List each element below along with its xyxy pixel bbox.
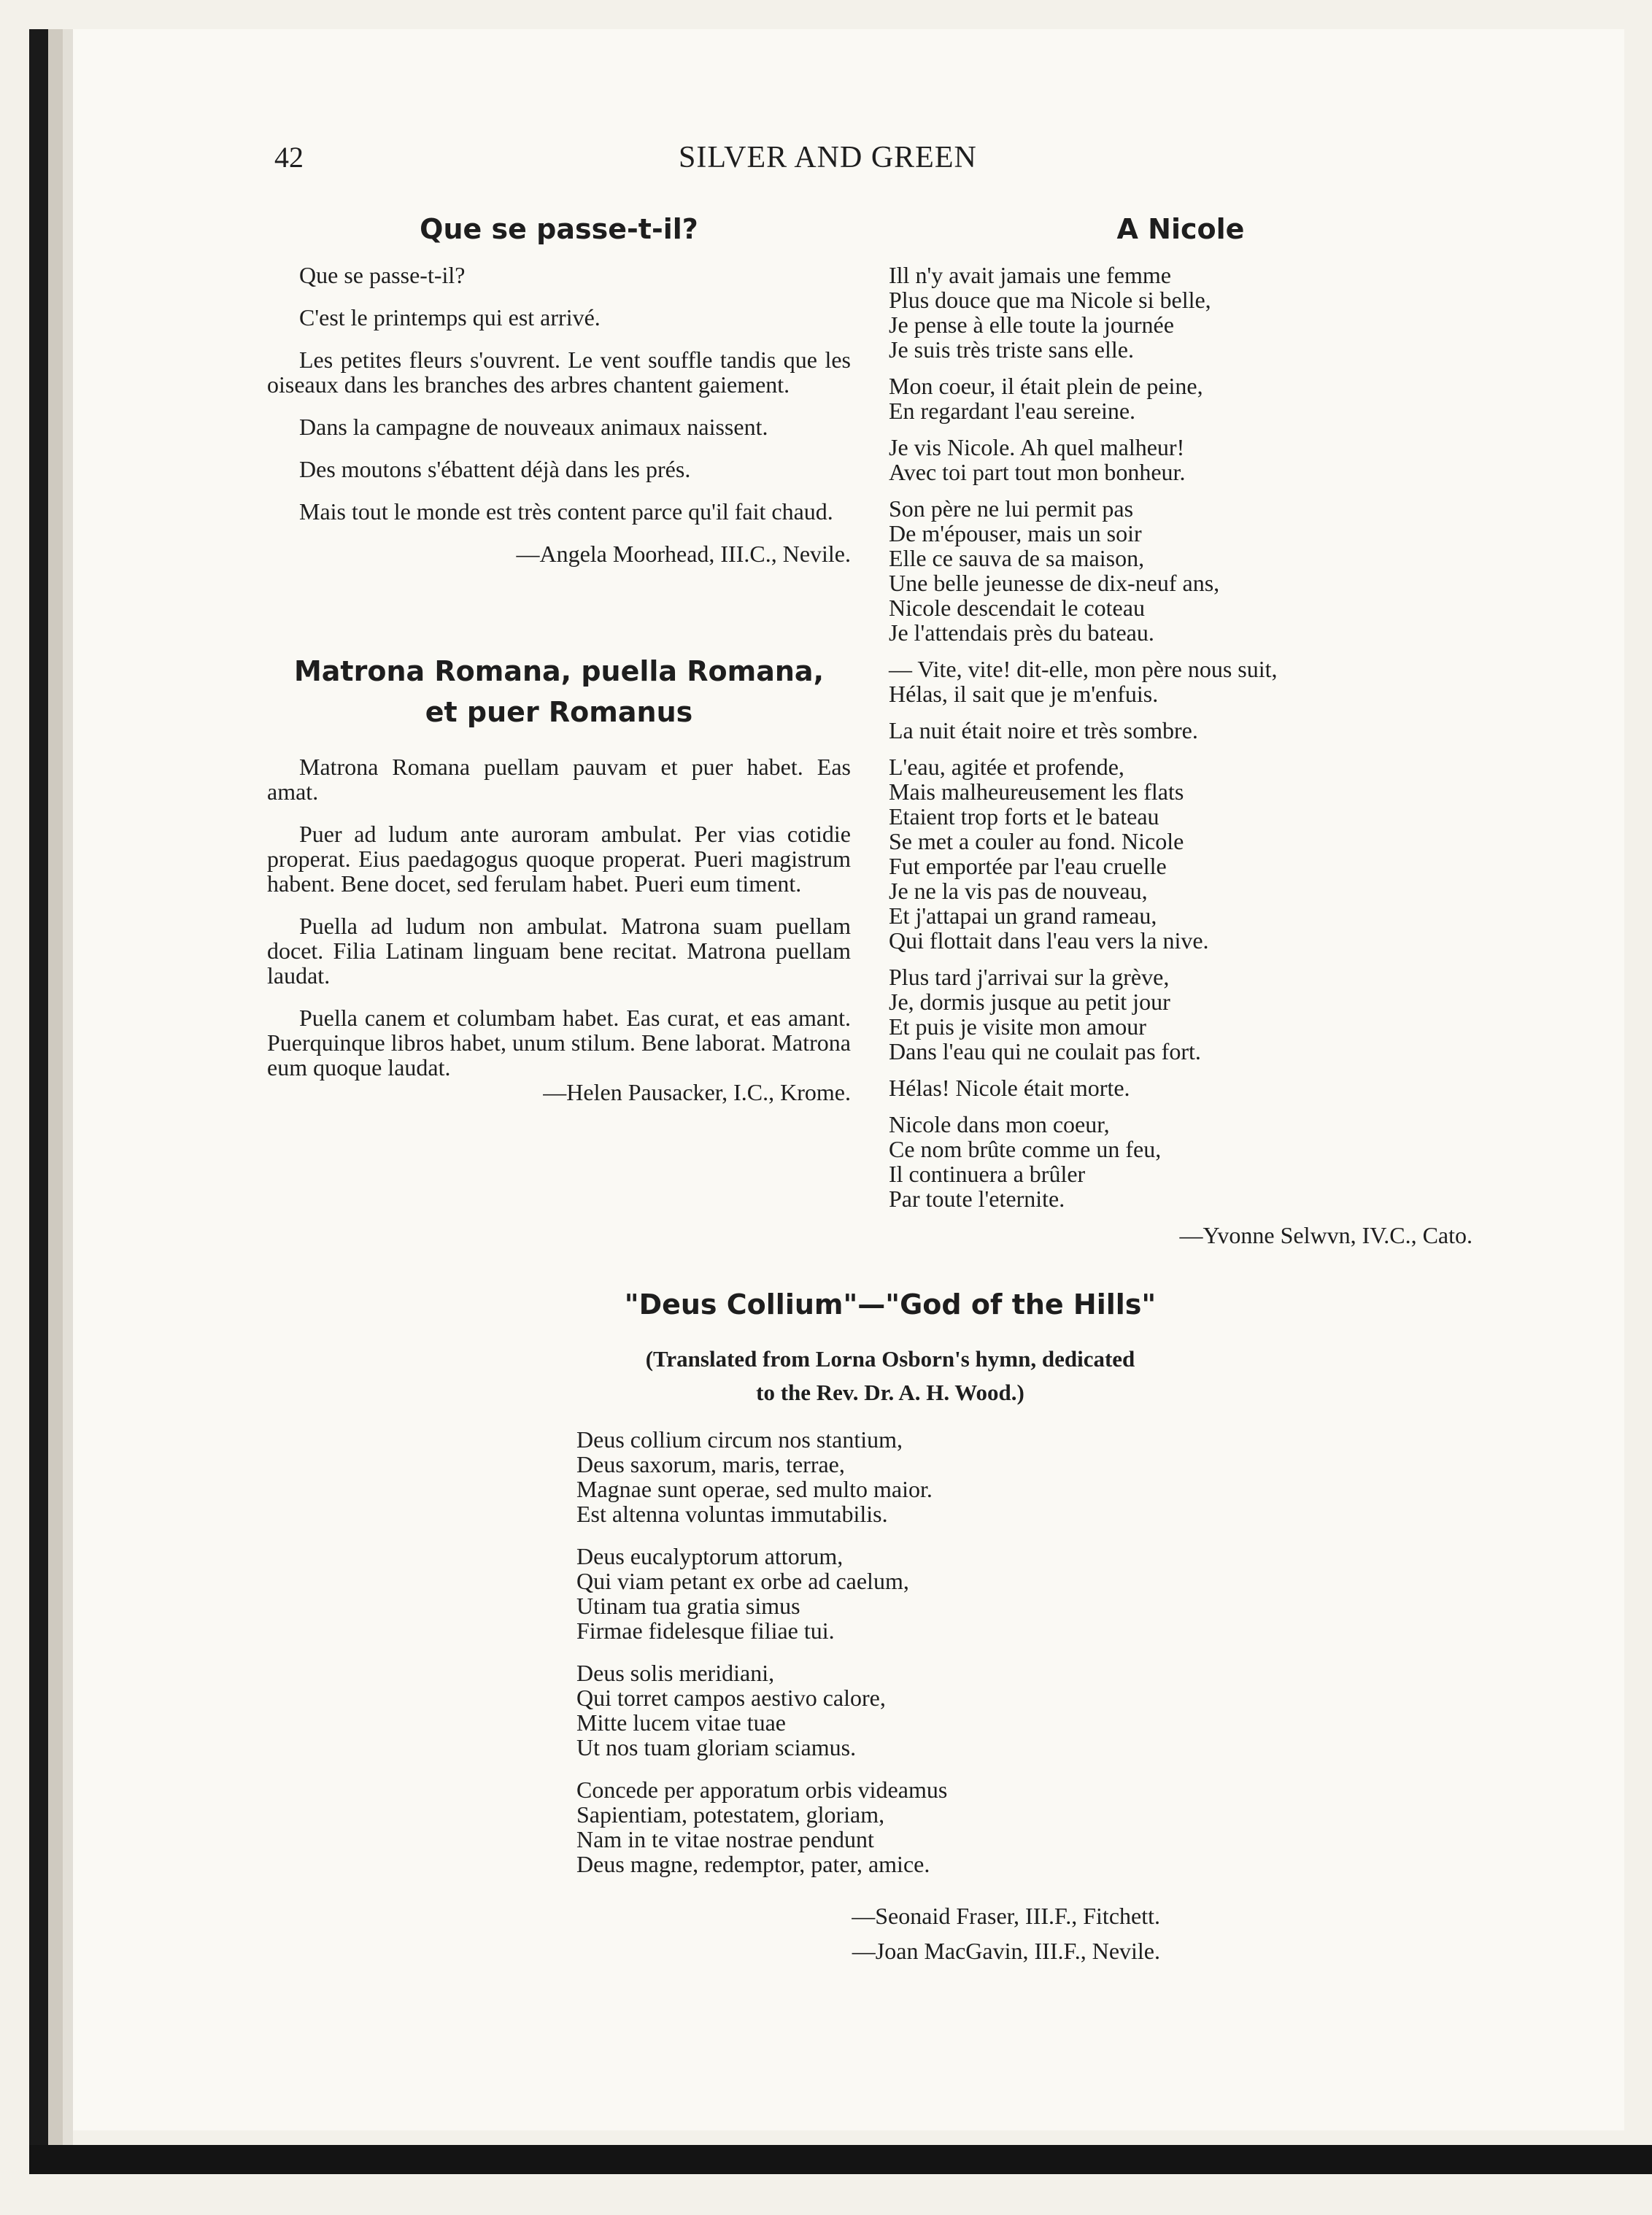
article-title-line-1: Matrona Romana, puella Romana, — [293, 655, 825, 687]
article-subtitle — [576, 1342, 1204, 1410]
article-title: Que se passe-t-il? — [420, 213, 698, 245]
author-signature: —Angela Moorhead, III.C., Nevile. — [516, 541, 851, 567]
running-head: SILVER AND GREEN — [679, 141, 977, 174]
article-title: "Deus Collium"—"God of the Hills" — [624, 1288, 1157, 1321]
book-spine-shadow — [29, 29, 48, 2145]
subtitle-line-2: to the Rev. Dr. A. H. Wood.) — [756, 1380, 1024, 1405]
paragraph: Les petites fleurs s'ouvrent. Le vent souffle tandis que les oiseaux dans les branches des arbres chantent gaiement. — [267, 347, 851, 398]
author-signature: —Yvonne Selwvn, IV.C., Cato. — [1179, 1222, 1472, 1248]
paragraph: Dans la campagne de nouveaux animaux naissent. — [299, 414, 768, 440]
stanza: Hélas! Nicole était morte. — [889, 1075, 1130, 1101]
poem-body — [889, 263, 1472, 1211]
stanza: — Vite, vite! dit-elle, mon père nous suit, Hélas, il sait que je m'enfuis. — [889, 656, 1278, 707]
paragraph: Que se passe-t-il? — [299, 262, 466, 288]
page-number: 42 — [274, 141, 304, 174]
book-gutter-edge — [63, 29, 73, 2145]
subtitle-line-1: (Translated from Lorna Osborn's hymn, dedicated — [645, 1346, 1135, 1372]
article-title-line-2: et puer Romanus — [425, 696, 693, 728]
article-a-nicole — [889, 209, 1472, 1248]
author-signature: —Helen Pausacker, I.C., Krome. — [543, 1079, 851, 1105]
stanza: La nuit était noire et très sombre. — [889, 717, 1198, 743]
right-column — [889, 209, 1472, 1248]
book-gutter — [48, 29, 63, 2145]
stanza: Ill n'y avait jamais une femme Plus douce que ma Nicole si belle, Je pense à elle toute la journée Je suis très triste sans elle. — [889, 262, 1211, 363]
stanza: Nicole dans mon coeur, Ce nom brûte comme un feu, Il continuera a brûler Par toute l'eternite. — [889, 1111, 1162, 1212]
author-signature: —Joan MacGavin, III.F., Nevile. — [852, 1938, 1160, 1964]
article-body — [267, 263, 851, 524]
stanza: Mon coeur, il était plein de peine, En regardant l'eau sereine. — [889, 373, 1203, 424]
paragraph: Puer ad ludum ante auroram ambulat. Per vias cotidie properat. Eius paedagogus quoque properat. Pueri magistrum habent. Bene docet, sed ferulam habet. Pueri eum timent. — [267, 821, 851, 897]
article-body — [267, 754, 851, 1080]
article-title: A Nicole — [1116, 213, 1245, 245]
paragraph: Matrona Romana puellam pauvam et puer habet. Eas amat. — [267, 754, 851, 805]
stanza: Plus tard j'arrivai sur la grève, Je, dormis jusque au petit jour Et puis je visite mon amour Dans l'eau qui ne coulait pas fort. — [889, 964, 1201, 1064]
paragraph: C'est le printemps qui est arrivé. — [299, 304, 601, 330]
paragraph: Puella canem et columbam habet. Eas curat, et eas amant. Puerquinque libros habet, unum stilum. Bene laborat. Matrona eum quoque laudat. — [267, 1005, 851, 1081]
article-deus-collium — [576, 1284, 1204, 1968]
paragraph: Mais tout le monde est très content parce qu'il fait chaud. — [299, 498, 833, 525]
stanza: Concede per apporatum orbis videamus Sapientiam, potestatem, gloriam, Nam in te vitae nostrae pendunt Deus magne, redemptor, pater, amice. — [576, 1777, 948, 1877]
stanza: Je vis Nicole. Ah quel malheur! Avec toi part tout mon bonheur. — [889, 434, 1186, 485]
bottom-edge-shadow — [29, 2145, 1652, 2174]
hymn-body — [576, 1427, 1204, 1876]
author-signatures — [576, 1898, 1160, 1968]
author-signature: —Seonaid Fraser, III.F., Fitchett. — [852, 1903, 1160, 1929]
article-matrona-romana — [267, 651, 851, 1105]
article-que-se-passe — [267, 209, 851, 566]
stanza: Son père ne lui permit pas De m'épouser, mais un soir Elle ce sauva de sa maison, Une belle jeunesse de dix-neuf ans, Nicole descendait le coteau Je l'attendais près du bateau. — [889, 495, 1220, 646]
stanza: Deus collium circum nos stantium, Deus saxorum, maris, terrae, Magnae sunt operae, sed multo maior. Est altenna voluntas immutabilis. — [576, 1426, 933, 1527]
left-column — [267, 209, 851, 1105]
stanza: Deus eucalyptorum attorum, Qui viam petant ex orbe ad caelum, Utinam tua gratia simus Firmae fidelesque filiae tui. — [576, 1543, 909, 1644]
stanza: L'eau, agitée et profende, Mais malheureusement les flats Etaient trop forts et le bateau Se met a couler au fond. Nicole Fut emportée par l'eau cruelle Je ne la vis pas de nouveau, Et j'attapai un grand rameau, Qui flottait dans l'eau vers la nive. — [889, 754, 1209, 954]
stanza: Deus solis meridiani, Qui torret campos aestivo calore, Mitte lucem vitae tuae Ut nos tuam gloriam sciamus. — [576, 1660, 886, 1760]
paragraph: Des moutons s'ébattent déjà dans les prés. — [299, 456, 691, 482]
paragraph: Puella ad ludum non ambulat. Matrona suam puellam docet. Filia Latinam linguam bene recitat. Matrona puellam laudat. — [267, 913, 851, 989]
